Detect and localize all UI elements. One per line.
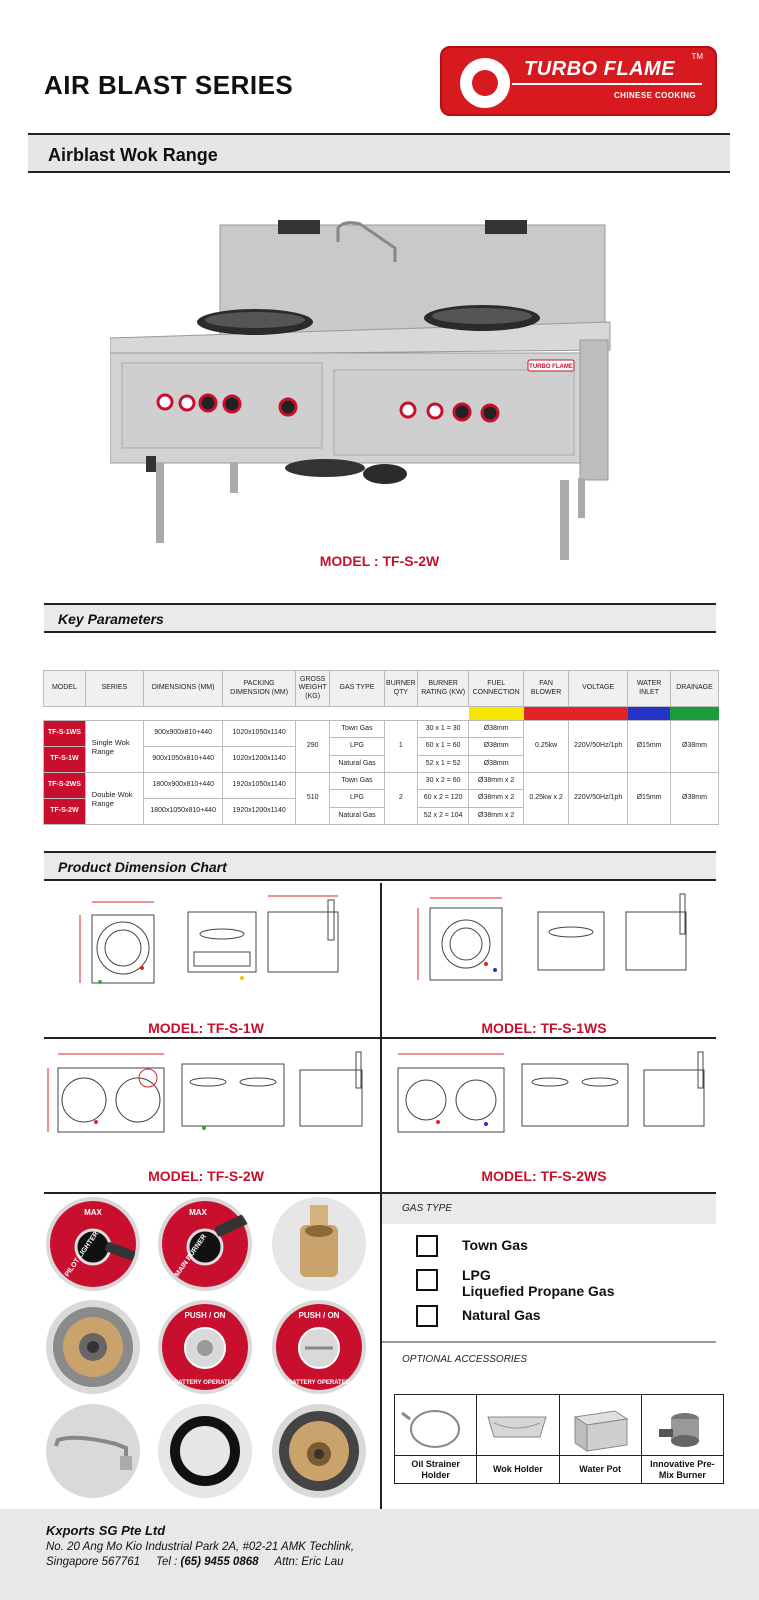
part-push-on-igniter (158, 1300, 252, 1394)
footer-company: Kxports SG Pte Ltd (46, 1523, 166, 1538)
key-parameters-heading: Key Parameters (58, 611, 164, 627)
checkbox-lpg[interactable] (416, 1269, 438, 1291)
main-knob-label: MAIN BURNER (173, 1233, 209, 1279)
rating-cell: 52 x 2 = 104 (418, 808, 469, 825)
fuel-cell: Ø38mm x 2 (469, 808, 524, 825)
dimension-cell: 900x1050x810+440 (143, 747, 223, 773)
gas-cell: Town Gas (330, 721, 384, 738)
push-on-bottom: BATTERY OPERATED (173, 1380, 237, 1386)
col-fan: FAN BLOWER (524, 671, 569, 707)
col-series: SERIES (85, 671, 143, 707)
voltage-cell: 220V/50Hz/1ph (569, 721, 628, 773)
table-row (44, 721, 719, 738)
part-rubber-ring (158, 1404, 252, 1498)
footer-attn: Attn: Eric Lau (274, 1556, 344, 1568)
accessories-table (394, 1394, 724, 1484)
spec-table (43, 670, 719, 825)
gas-cell: LPG (330, 738, 384, 756)
water-cell: Ø15mm (628, 773, 671, 825)
packing-cell: 1920x1200x1140 (223, 799, 295, 825)
fuel-cell: Ø38mm x 2 (469, 773, 524, 790)
part-faucet (46, 1404, 140, 1498)
voltage-cell: 220V/50Hz/1ph (569, 773, 628, 825)
col-weight: GROSS WEIGHT (KG) (295, 671, 330, 707)
key-parameters-heading-band (44, 603, 716, 633)
dim-label-tf-s-1w: MODEL: TF-S-1W (148, 1020, 264, 1036)
model-cell: TF-S-1W (44, 747, 86, 773)
drawing-tf-s-2ws (386, 1048, 716, 1158)
lower-divider-vertical (380, 1193, 382, 1513)
gas-type-heading: GAS TYPE (402, 1203, 453, 1214)
main-knob-max: MAX (189, 1208, 207, 1217)
packing-cell: 1020x1050x1140 (223, 721, 295, 747)
footer-contact-line (46, 1556, 344, 1568)
gas-separator (382, 1341, 716, 1343)
col-model: MODEL (44, 671, 86, 707)
series-cell: Single Wok Range (85, 721, 143, 773)
part-push-on-igniter-2 (272, 1300, 366, 1394)
rating-cell: 30 x 1 = 30 (418, 721, 469, 738)
dimension-cell: 900x900x810+440 (143, 721, 223, 747)
accessory-oil-strainer (395, 1395, 477, 1483)
col-burner-rating: BURNER RATING (KW) (418, 671, 469, 707)
premix-burner-icon (647, 1399, 717, 1457)
drawing-tf-s-2w (46, 1048, 376, 1158)
packing-cell: 1920x1050x1140 (223, 773, 295, 799)
accessory-label: Oil Strainer Holder (395, 1455, 476, 1483)
dim-label-tf-s-2ws: MODEL: TF-S-2WS (481, 1168, 607, 1184)
accessory-wok-holder (477, 1395, 559, 1483)
part-main-knob (158, 1197, 252, 1291)
burner-qty-cell: 1 (384, 721, 418, 773)
dimension-cell: 1800x1050x810+440 (143, 799, 223, 825)
fan-cell: 0.25kw (524, 721, 569, 773)
weight-cell: 290 (295, 721, 330, 773)
logo-brand: TURBO FLAME (524, 58, 676, 80)
footer-city: Singapore 567761 (46, 1556, 140, 1568)
rating-cell: 30 x 2 = 60 (418, 773, 469, 790)
fuel-cell: Ø38mm (469, 738, 524, 756)
logo-trademark: TM (691, 52, 703, 61)
spec-table-wrap (43, 670, 719, 825)
checkbox-town-gas[interactable] (416, 1235, 438, 1257)
dimension-chart-heading-band (44, 851, 716, 881)
push-on-bottom-2: BATTERY OPERATED (287, 1380, 351, 1386)
rating-cell: 52 x 1 = 52 (418, 756, 469, 773)
product-model-caption: MODEL : TF-S-2W (319, 553, 440, 569)
checkbox-natural-gas[interactable] (416, 1305, 438, 1327)
dimension-divider-horizontal (44, 1037, 716, 1039)
footer-tel[interactable]: (65) 9455 0868 (180, 1556, 259, 1568)
push-on-top-2: PUSH / ON (298, 1311, 340, 1320)
dimension-chart-heading: Product Dimension Chart (58, 859, 227, 875)
gas-cell: Natural Gas (330, 756, 384, 773)
gas-option-label: Town Gas (462, 1237, 528, 1253)
col-drainage: DRAINAGE (670, 671, 718, 707)
series-title: AIR BLAST SERIES (44, 70, 294, 100)
accessory-premix-burner (642, 1395, 723, 1483)
fuel-cell: Ø38mm (469, 756, 524, 773)
col-water: WATER INLET (628, 671, 671, 707)
wok-holder-icon (482, 1399, 552, 1457)
flame-core-icon (472, 70, 498, 96)
part-brass-burner (272, 1197, 366, 1291)
gas-cell: Town Gas (330, 773, 384, 790)
pilot-knob-label: PILOT LIGHTER (63, 1230, 101, 1279)
drainage-cell: Ø38mm (670, 773, 718, 825)
part-burner-head (46, 1300, 140, 1394)
col-voltage: VOLTAGE (569, 671, 628, 707)
dimension-cell: 1800x900x810+440 (143, 773, 223, 799)
gas-cell: LPG (330, 790, 384, 808)
col-gas-type: GAS TYPE (330, 671, 384, 707)
gas-type-heading-band (382, 1194, 716, 1224)
logo-subtitle: CHINESE COOKING (614, 91, 697, 100)
water-pot-icon (565, 1399, 635, 1457)
series-cell: Double Wok Range (85, 773, 143, 825)
accessory-label: Wok Holder (477, 1455, 558, 1483)
accessory-water-pot (560, 1395, 642, 1483)
accessory-label: Innovative Pre-Mix Burner (642, 1455, 723, 1483)
drawing-tf-s-1w (70, 890, 360, 1000)
rating-cell: 60 x 2 = 120 (418, 790, 469, 808)
accessory-label: Water Pot (560, 1455, 641, 1483)
rating-cell: 60 x 1 = 60 (418, 738, 469, 756)
optional-accessories-heading: OPTIONAL ACCESSORIES (402, 1354, 528, 1365)
drawing-tf-s-1ws (400, 890, 700, 1000)
dim-label-tf-s-2w: MODEL: TF-S-2W (148, 1168, 264, 1184)
model-cell: TF-S-1WS (44, 721, 86, 747)
col-packing: PACKING DIMENSION (MM) (223, 671, 295, 707)
part-pilot-knob (46, 1197, 140, 1291)
weight-cell: 510 (295, 773, 330, 825)
footer-address: No. 20 Ang Mo Kio Industrial Park 2A, #02-21 AMK Techlink, (46, 1541, 355, 1553)
gas-option-label: LPG (462, 1267, 491, 1283)
model-cell: TF-S-2W (44, 799, 86, 825)
fan-cell: 0.25kw x 2 (524, 773, 569, 825)
gas-cell: Natural Gas (330, 808, 384, 825)
water-cell: Ø15mm (628, 721, 671, 773)
part-burner-cup (272, 1404, 366, 1498)
product-image (110, 220, 620, 580)
burner-qty-cell: 2 (384, 773, 418, 825)
model-cell: TF-S-2WS (44, 773, 86, 799)
brand-logo (440, 46, 717, 116)
fuel-cell: Ø38mm x 2 (469, 790, 524, 808)
col-fuel: FUEL CONNECTION (469, 671, 524, 707)
gas-option-label: Natural Gas (462, 1307, 541, 1323)
fuel-cell: Ø38mm (469, 721, 524, 738)
table-row (44, 773, 719, 790)
drainage-cell: Ø38mm (670, 721, 718, 773)
pilot-knob-max: MAX (84, 1208, 102, 1217)
range-title: Airblast Wok Range (48, 145, 218, 165)
product-badge: TURBO FLAME (529, 364, 573, 370)
logo-underline (512, 83, 702, 85)
dim-label-tf-s-1ws: MODEL: TF-S-1WS (481, 1020, 607, 1036)
packing-cell: 1020x1200x1140 (223, 747, 295, 773)
gas-option-sublabel: Liquefied Propane Gas (462, 1283, 615, 1299)
footer-tel-label: Tel : (155, 1556, 178, 1568)
oil-strainer-holder-icon (400, 1399, 470, 1457)
push-on-top: PUSH / ON (184, 1311, 226, 1320)
col-dimensions: DIMENSIONS (MM) (143, 671, 223, 707)
col-burner-qty: BURNER QTY (384, 671, 418, 707)
